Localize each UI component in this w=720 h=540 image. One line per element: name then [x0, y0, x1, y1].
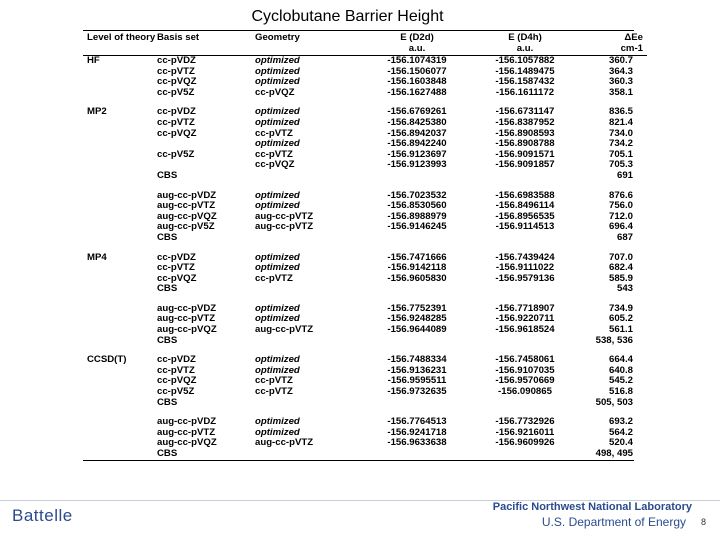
cell-geometry: aug-cc-pVTZ [255, 210, 314, 222]
cell-energy-d4h: -156.6983588 [495, 189, 555, 201]
cell-geometry: cc-pVTZ [255, 148, 293, 160]
cell-delta-e: 640.8 [608, 364, 633, 376]
cell-energy-d2d: -156.8942240 [387, 138, 447, 150]
cell-level [83, 201, 153, 212]
cell-delta-e: 538, 536 [595, 334, 633, 346]
cell-energy-d4h: -156.9220711 [495, 313, 555, 325]
cell-delta-e: 821.4 [608, 116, 633, 128]
cell-energy-d4h: -156.6731147 [495, 106, 555, 118]
cell-basis: cc-pVDZ [157, 55, 196, 66]
table-row [83, 88, 647, 99]
table-row [83, 118, 647, 129]
cell-delta-e: 691 [616, 169, 633, 181]
cell-level [83, 77, 153, 88]
table-row [83, 398, 647, 409]
cell-geometry: optimized [255, 262, 300, 274]
cell-level [83, 129, 153, 140]
cell-energy-d4h: -156.8956535 [495, 210, 555, 222]
cell-delta-e: 360.7 [608, 55, 633, 66]
table-body [83, 56, 647, 460]
cell-delta-e: 682.4 [608, 262, 633, 274]
department-name: U.S. Department of Energy [541, 515, 686, 529]
cell-level [83, 398, 153, 409]
cell-level: HF [87, 55, 100, 66]
cell-energy-d2d: -156.9241718 [387, 426, 447, 438]
cell-energy-d2d: -156.8942037 [387, 127, 447, 139]
cell-level [83, 366, 153, 377]
cell-level [83, 150, 153, 161]
header-energy-d4h-unit: a.u. [516, 42, 534, 54]
table-row [83, 449, 647, 460]
cell-delta-e: 693.2 [608, 416, 633, 428]
cell-energy-d4h [471, 171, 579, 182]
cell-energy-d4h: -156.1057882 [495, 55, 555, 66]
cell-basis: aug-cc-pVTZ [157, 200, 216, 212]
table-row [83, 284, 647, 295]
cell-energy-d4h: -156.7439424 [495, 251, 555, 263]
cell-geometry: optimized [255, 302, 300, 314]
cell-basis: cc-pVDZ [157, 251, 196, 263]
cell-energy-d4h: -156.9579136 [495, 272, 555, 284]
cell-energy-d2d: -156.1627488 [387, 86, 447, 98]
cell-energy-d2d: -156.9248285 [387, 313, 447, 325]
cell-energy-d4h: -156.9618524 [495, 324, 555, 336]
cell-geometry [251, 233, 363, 244]
cell-basis: cc-pV5Z [157, 86, 195, 98]
cell-level [83, 336, 153, 347]
cell-geometry [251, 284, 363, 295]
cell-delta-e: 734.2 [608, 138, 633, 150]
cell-basis: aug-cc-pVQZ [157, 437, 217, 449]
cell-energy-d2d: -156.1603848 [387, 76, 447, 88]
cell-delta-e: 707.0 [608, 251, 633, 263]
cell-level [83, 160, 153, 171]
cell-delta-e: 734.9 [608, 302, 633, 314]
cell-level [83, 428, 153, 439]
header-energy-d4h [471, 31, 579, 56]
header-geometry: Geometry [255, 32, 300, 43]
cell-level: CCSD(T) [87, 354, 127, 366]
cell-energy-d4h [471, 398, 579, 409]
cell-energy-d4h: -156.090865 [498, 386, 552, 398]
cell-delta-e: 605.2 [608, 313, 633, 325]
cell-geometry: cc-pVTZ [255, 386, 293, 398]
cell-geometry [251, 449, 363, 460]
cell-geometry: aug-cc-pVTZ [255, 221, 314, 233]
cell-delta-e: 516.8 [608, 386, 633, 398]
cell-energy-d2d [363, 398, 471, 409]
cell-delta-e: 712.0 [608, 210, 633, 222]
cell-basis: CBS [157, 231, 178, 243]
cell-energy-d4h: -156.1489475 [495, 65, 555, 77]
cell-geometry: optimized [255, 251, 300, 263]
cell-delta-e: 543 [616, 283, 633, 295]
cell-delta-e: 545.2 [608, 375, 633, 387]
cell-energy-d2d: -156.7023532 [387, 189, 447, 201]
cell-energy-d4h: -156.8387952 [495, 116, 555, 128]
cell-geometry: aug-cc-pVTZ [255, 324, 314, 336]
cell-delta-e: 696.4 [608, 221, 633, 233]
cell-energy-d4h [471, 336, 579, 347]
cell-energy-d4h: -156.9570669 [495, 375, 555, 387]
cell-geometry: optimized [255, 200, 300, 212]
cell-energy-d4h: -156.9609926 [495, 437, 555, 449]
cell-level [83, 274, 153, 285]
cell-level [83, 417, 153, 428]
cell-basis: cc-pV5Z [157, 148, 195, 160]
cell-basis: cc-pVQZ [157, 76, 197, 88]
cell-energy-d2d [363, 336, 471, 347]
header-level-of-theory: Level of theory [87, 32, 156, 43]
cell-energy-d2d: -156.9142118 [387, 262, 447, 274]
cell-level [83, 304, 153, 315]
cell-energy-d2d [363, 284, 471, 295]
cell-level: MP2 [87, 106, 107, 118]
page-number: 8 [700, 517, 706, 527]
cell-geometry: optimized [255, 189, 300, 201]
cell-geometry: cc-pVQZ [255, 86, 295, 98]
cell-basis: aug-cc-pVDZ [157, 302, 217, 314]
cell-energy-d2d: -156.9136231 [387, 364, 447, 376]
cell-level [83, 449, 153, 460]
cell-level [83, 222, 153, 233]
cell-level [83, 88, 153, 99]
header-energy-d4h-label: E (D4h) [508, 32, 542, 43]
cell-energy-d2d: -156.9146245 [387, 221, 447, 233]
cell-geometry: optimized [255, 55, 300, 66]
cell-delta-e: 836.5 [608, 106, 633, 118]
cell-basis: CBS [157, 396, 178, 408]
cell-geometry: cc-pVTZ [255, 375, 293, 387]
cell-energy-d4h: -156.1611172 [495, 86, 555, 98]
cell-energy-d2d: -156.7488334 [387, 354, 447, 366]
cell-delta-e: 876.6 [608, 189, 633, 201]
cell-level [83, 376, 153, 387]
cell-geometry: cc-pVTZ [255, 272, 293, 284]
cell-basis: cc-pV5Z [157, 386, 195, 398]
cell-delta-e: 564.2 [608, 426, 633, 438]
battelle-logo: Battelle [12, 506, 73, 525]
header-energy-d2d [363, 31, 471, 56]
cell-energy-d4h: -156.9114513 [495, 221, 555, 233]
header-basis-set: Basis set [157, 32, 200, 43]
cell-level [83, 212, 153, 223]
cell-energy-d2d: -156.9123697 [387, 148, 447, 160]
cell-basis: cc-pVQZ [157, 272, 197, 284]
header-delta-e-unit: cm-1 [620, 42, 643, 54]
cell-level [83, 387, 153, 398]
cell-geometry: optimized [255, 106, 300, 118]
cell-level [83, 314, 153, 325]
cell-energy-d2d: -156.8530560 [387, 200, 447, 212]
cell-level: MP4 [87, 251, 107, 263]
cell-energy-d4h: -156.1587432 [495, 76, 555, 88]
cell-basis: cc-pVDZ [157, 354, 196, 366]
cell-geometry [251, 171, 363, 182]
cell-delta-e: 360.3 [608, 76, 633, 88]
cell-level [83, 191, 153, 202]
cell-delta-e: 585.9 [608, 272, 633, 284]
table-row [83, 171, 647, 182]
cell-basis: cc-pVTZ [157, 116, 195, 128]
cell-energy-d2d [363, 233, 471, 244]
cell-energy-d4h: -156.9111022 [495, 262, 555, 274]
header-energy-d2d-label: E (D2d) [400, 32, 434, 43]
cell-level [83, 139, 153, 150]
cell-energy-d2d: -156.9595511 [387, 375, 447, 387]
cell-geometry: optimized [255, 354, 300, 366]
cell-basis: cc-pVQZ [157, 375, 197, 387]
cell-geometry: cc-pVTZ [255, 127, 293, 139]
table-row [83, 336, 647, 347]
cell-delta-e: 687 [616, 231, 633, 243]
table-row [83, 233, 647, 244]
cell-level [83, 263, 153, 274]
cell-geometry: optimized [255, 138, 300, 150]
cell-energy-d4h: -156.9091571 [495, 148, 555, 160]
cell-geometry: aug-cc-pVTZ [255, 437, 314, 449]
cell-energy-d2d [363, 171, 471, 182]
cell-geometry: optimized [255, 364, 300, 376]
cell-energy-d2d: -156.1506077 [387, 65, 447, 77]
cell-delta-e: 505, 503 [595, 396, 633, 408]
cell-geometry: optimized [255, 76, 300, 88]
cell-geometry: optimized [255, 416, 300, 428]
cell-basis: aug-cc-pVDZ [157, 416, 217, 428]
table-row [83, 56, 647, 67]
cell-energy-d2d: -156.9123993 [387, 159, 447, 171]
cell-basis: cc-pVQZ [157, 127, 197, 139]
cell-level [83, 233, 153, 244]
header-delta-e [579, 31, 647, 56]
cell-basis: aug-cc-pV5Z [157, 221, 215, 233]
header-delta-e-label: ΔEe [624, 32, 643, 43]
cell-basis: cc-pVTZ [157, 262, 195, 274]
cell-level [83, 325, 153, 336]
cell-energy-d4h: -156.7718907 [495, 302, 555, 314]
cell-energy-d4h [471, 233, 579, 244]
cell-delta-e: 756.0 [608, 200, 633, 212]
cell-energy-d2d: -156.9633638 [387, 437, 447, 449]
cell-energy-d4h: -156.9091857 [495, 159, 555, 171]
cell-energy-d2d: -156.7752391 [387, 302, 447, 314]
cell-geometry: cc-pVQZ [255, 159, 295, 171]
cell-energy-d2d: -156.9732635 [387, 386, 447, 398]
table-header-row [83, 31, 647, 56]
barrier-height-table [83, 30, 643, 461]
cell-geometry: optimized [255, 426, 300, 438]
cell-energy-d2d: -156.9605830 [387, 272, 447, 284]
cell-level [83, 67, 153, 78]
cell-energy-d4h: -156.7458061 [495, 354, 555, 366]
cell-delta-e: 364.3 [608, 65, 633, 77]
cell-energy-d2d: -156.8988979 [387, 210, 447, 222]
cell-energy-d4h [471, 449, 579, 460]
cell-delta-e: 520.4 [608, 437, 633, 449]
cell-geometry [251, 398, 363, 409]
cell-basis: CBS [157, 334, 178, 346]
cell-energy-d2d: -156.9644089 [387, 324, 447, 336]
cell-delta-e: 358.1 [608, 86, 633, 98]
cell-basis: CBS [157, 169, 178, 181]
cell-energy-d2d: -156.8425380 [387, 116, 447, 128]
cell-geometry: optimized [255, 313, 300, 325]
lab-name: Pacific Northwest National Laboratory [492, 501, 692, 513]
cell-energy-d2d [363, 449, 471, 460]
cell-basis: cc-pVDZ [157, 106, 196, 118]
cell-energy-d2d: -156.6769261 [387, 106, 447, 118]
cell-geometry [251, 336, 363, 347]
cell-level [83, 438, 153, 449]
cell-energy-d4h: -156.8908788 [495, 138, 555, 150]
cell-basis: aug-cc-pVDZ [157, 189, 217, 201]
cell-energy-d4h: -156.8496114 [495, 200, 555, 212]
cell-level [83, 171, 153, 182]
cell-geometry: optimized [255, 116, 300, 128]
slide-title: Cyclobutane Barrier Height [251, 8, 444, 25]
cell-basis: aug-cc-pVTZ [157, 313, 216, 325]
cell-basis: cc-pVTZ [157, 364, 195, 376]
cell-delta-e: 664.4 [608, 354, 633, 366]
cell-delta-e: 705.3 [608, 159, 633, 171]
cell-basis: CBS [157, 448, 178, 459]
cell-basis: aug-cc-pVTZ [157, 426, 216, 438]
cell-basis: aug-cc-pVQZ [157, 210, 217, 222]
cell-energy-d4h: -156.9107035 [495, 364, 555, 376]
table-row [83, 129, 647, 140]
cell-energy-d4h: -156.7732926 [495, 416, 555, 428]
cell-basis: CBS [157, 283, 178, 295]
cell-delta-e: 705.1 [608, 148, 633, 160]
cell-energy-d2d: -156.7764513 [387, 416, 447, 428]
cell-energy-d4h [471, 284, 579, 295]
cell-energy-d4h: -156.9216011 [495, 426, 555, 438]
cell-level [83, 284, 153, 295]
cell-energy-d2d: -156.1074319 [387, 55, 447, 66]
header-energy-d2d-unit: a.u. [408, 42, 426, 54]
cell-level [83, 118, 153, 129]
cell-energy-d4h: -156.8908593 [495, 127, 555, 139]
cell-geometry: optimized [255, 65, 300, 77]
cell-basis: cc-pVTZ [157, 65, 195, 77]
table-row [83, 150, 647, 161]
cell-basis: aug-cc-pVQZ [157, 324, 217, 336]
cell-delta-e: 561.1 [608, 324, 633, 336]
cell-energy-d2d: -156.7471666 [387, 251, 447, 263]
cell-delta-e: 498, 495 [595, 448, 633, 459]
cell-delta-e: 734.0 [608, 127, 633, 139]
